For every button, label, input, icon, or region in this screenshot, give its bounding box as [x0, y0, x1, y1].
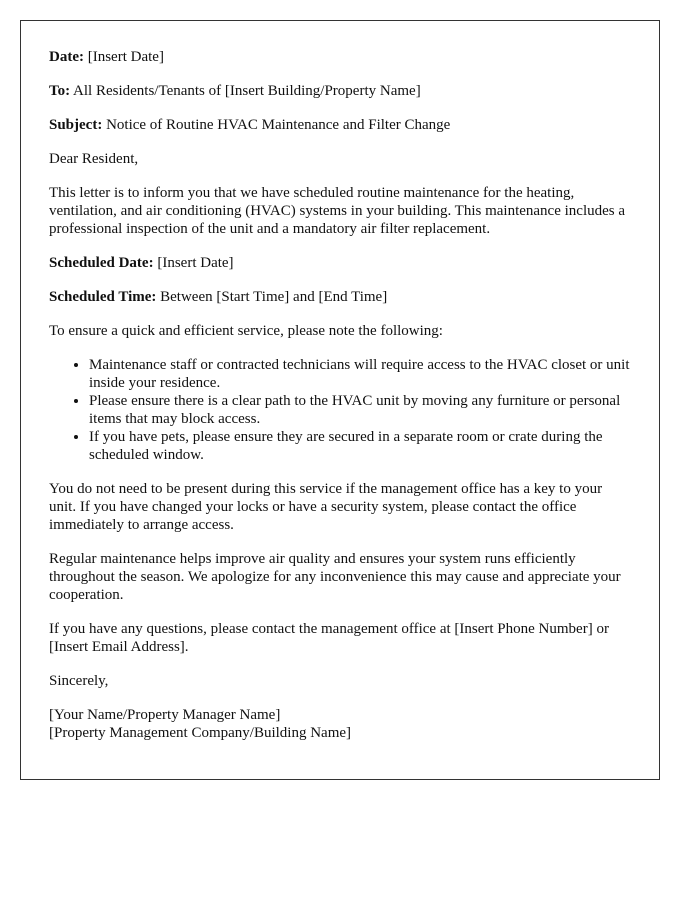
- list-item: • If you have pets, please ensure they are secured in a separate room or crate during the scheduled window.: [89, 428, 631, 464]
- signature-block: [49, 706, 631, 742]
- contact-paragraph: If you have any questions, please contact the management office at [Insert Phone Number] or [Insert Email Address].: [49, 621, 609, 655]
- to-line: [49, 82, 631, 100]
- signer-company: [Property Management Company/Building Name]: [49, 725, 352, 741]
- instructions-list: [49, 356, 631, 464]
- date-label: Date:: [49, 49, 84, 65]
- salutation: Dear Resident,: [49, 151, 139, 167]
- list-item: • Please ensure there is a clear path to the HVAC unit by moving any furniture or personal items that may block access.: [89, 392, 631, 428]
- scheduled-time-label: Scheduled Time:: [49, 289, 157, 305]
- scheduled-time-line: [49, 288, 631, 306]
- benefit-paragraph: Regular maintenance helps improve air quality and ensures your system runs efficiently throughout the season. We apologize for any inconvenience this may cause and appreciate your cooperation.: [49, 551, 621, 603]
- signer-name: [Your Name/Property Manager Name]: [49, 707, 281, 723]
- scheduled-time-value: Between [Start Time] and [End Time]: [156, 289, 388, 305]
- subject-line: [49, 116, 631, 134]
- letter-container: [20, 20, 660, 780]
- scheduled-date-line: [49, 254, 631, 272]
- to-value: All Residents/Tenants of [Insert Building/Property Name]: [70, 83, 421, 99]
- scheduled-date-value: [Insert Date]: [153, 255, 234, 271]
- to-label: To:: [49, 83, 71, 99]
- list-item: • Maintenance staff or contracted technicians will require access to the HVAC closet or unit inside your residence.: [89, 356, 631, 392]
- date-line: [49, 48, 631, 66]
- presence-paragraph: You do not need to be present during this service if the management office has a key to your unit. If you have changed your locks or have a security system, please contact the office immediately to arrange access.: [49, 481, 603, 533]
- valediction: Sincerely,: [49, 673, 109, 689]
- subject-value: Notice of Routine HVAC Maintenance and Filter Change: [102, 117, 451, 133]
- list-intro: To ensure a quick and efficient service, please note the following:: [49, 323, 443, 339]
- subject-label: Subject:: [49, 117, 103, 133]
- intro-paragraph: This letter is to inform you that we have scheduled routine maintenance for the heating, ventilation, and air conditioning (HVAC) systems in your building. This maintenance includes a professional inspection of the unit and a mandatory air filter replacement.: [49, 185, 626, 237]
- date-value: [Insert Date]: [83, 49, 164, 65]
- scheduled-date-label: Scheduled Date:: [49, 255, 154, 271]
